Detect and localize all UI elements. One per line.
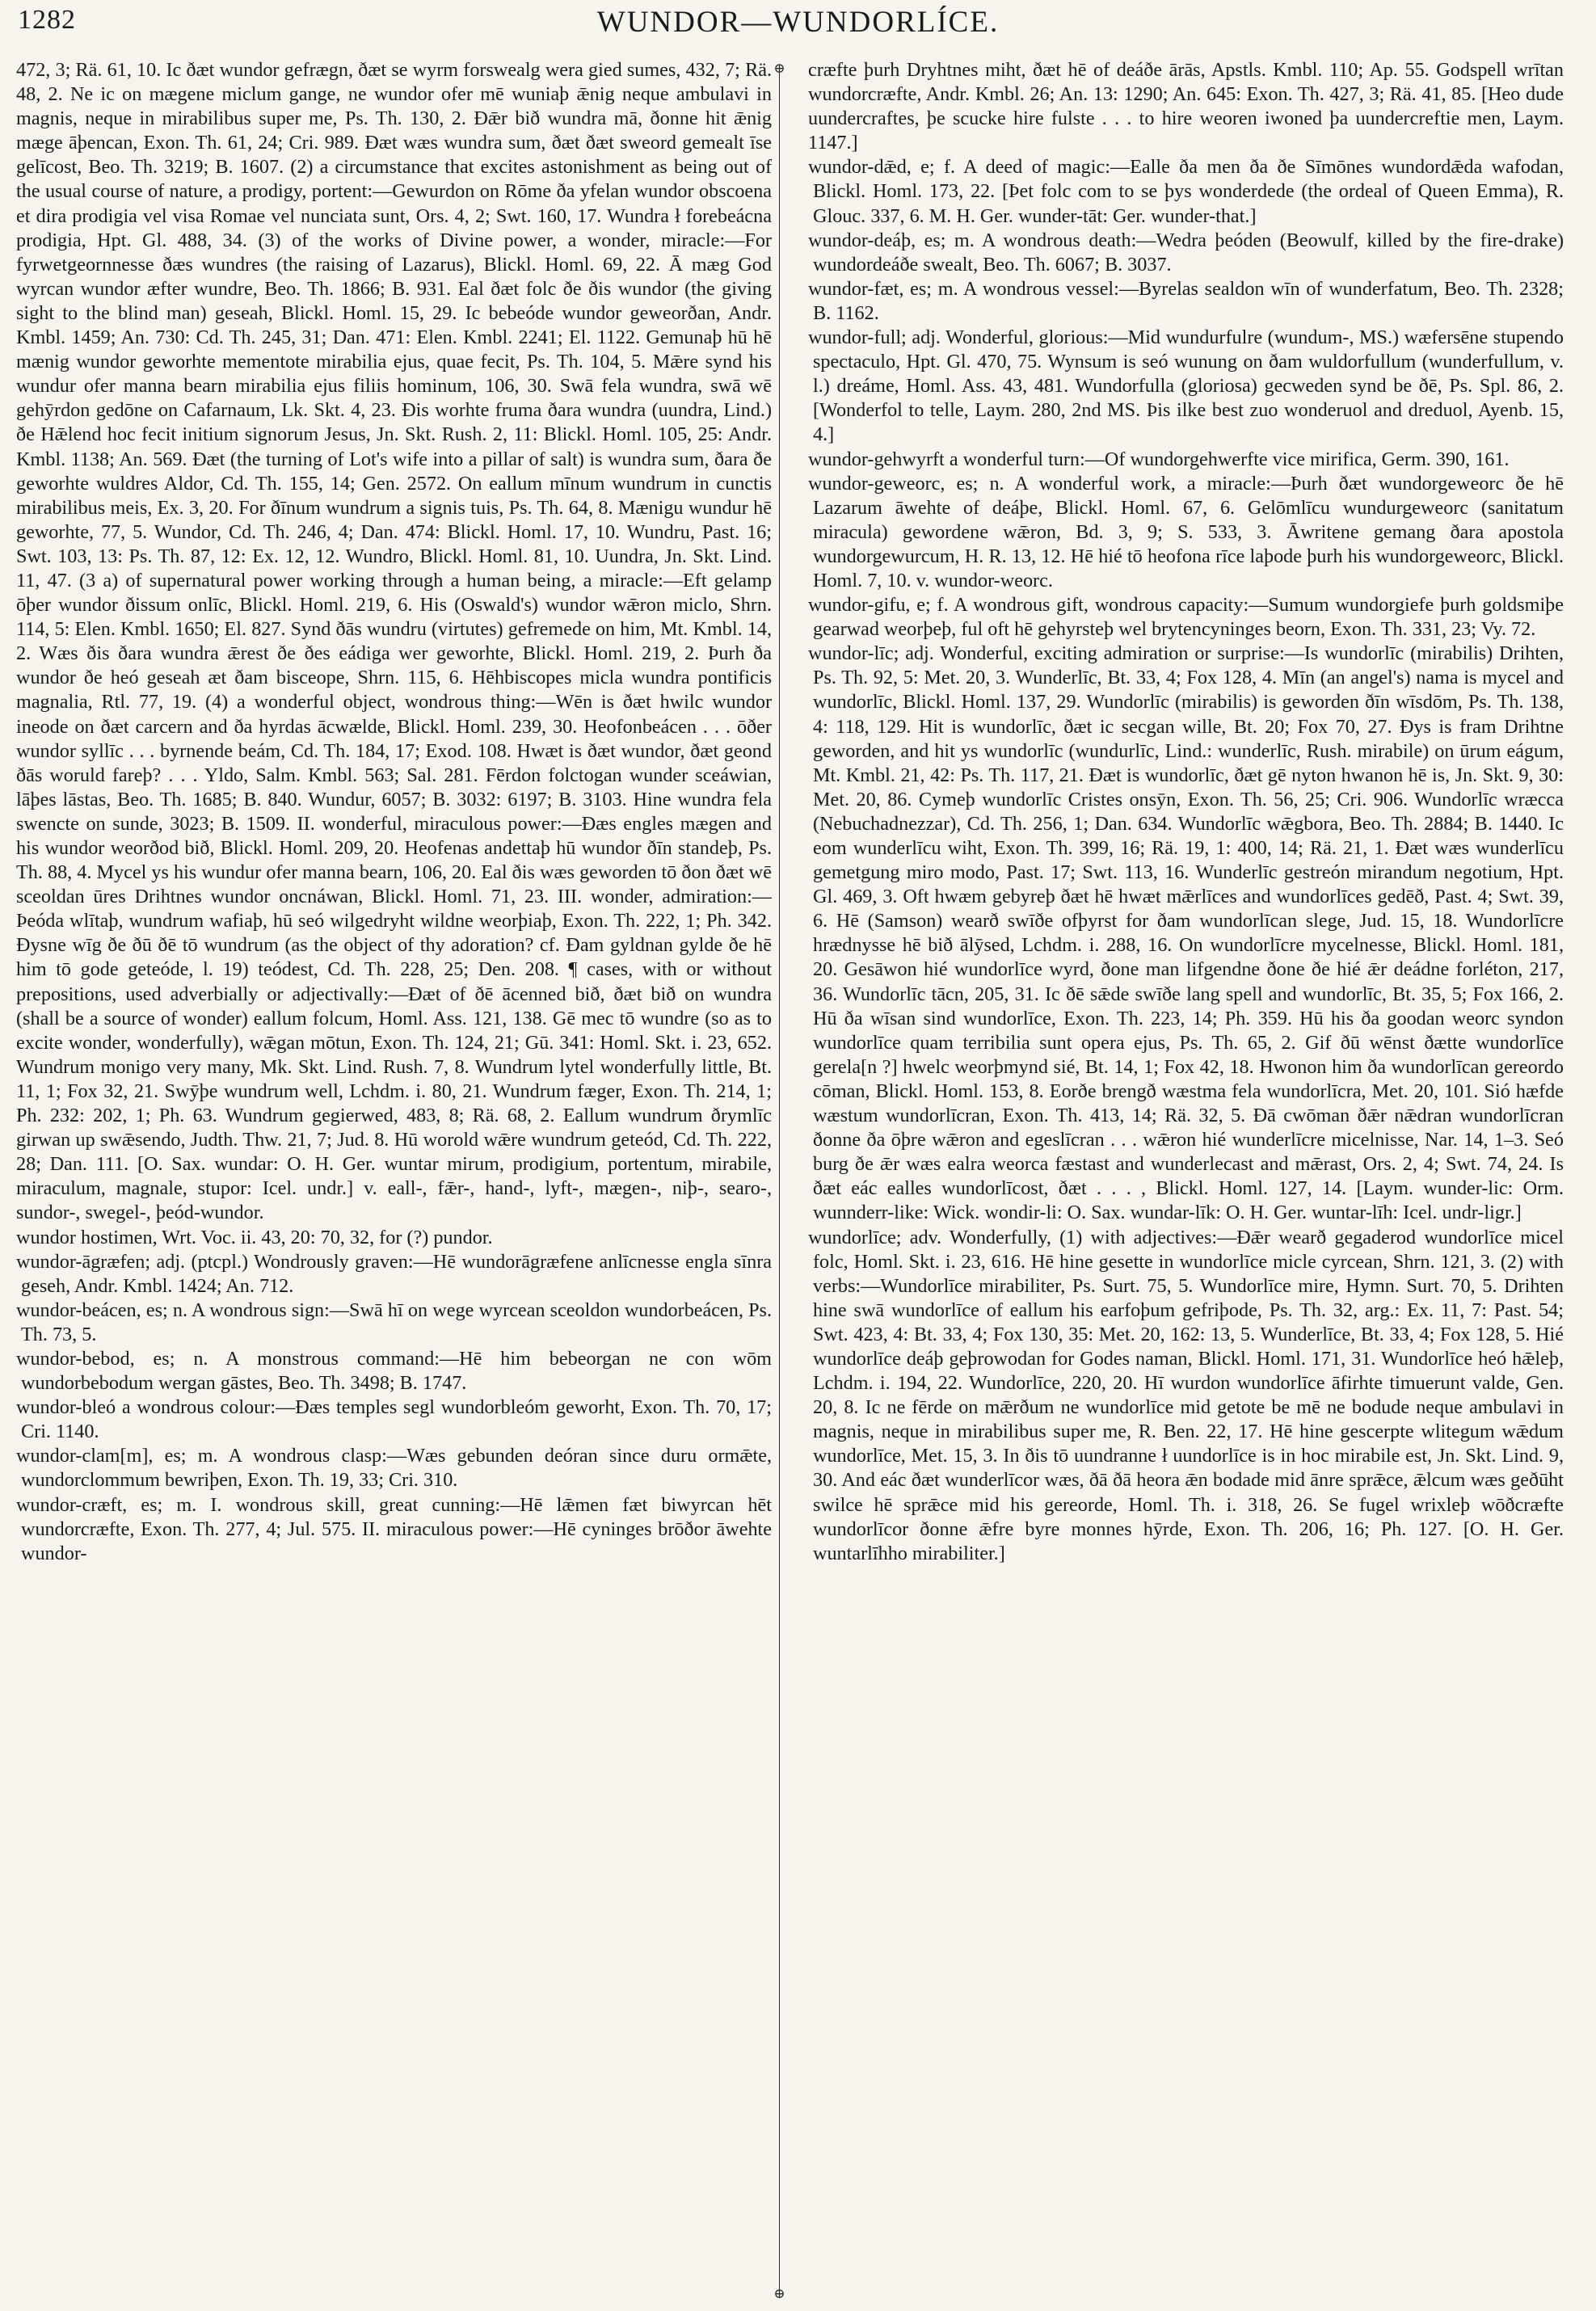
running-head: WUNDOR—WUNDORLÍCE. <box>596 6 1000 39</box>
entry-wundor-bebod: wundor-bebod, es; n. A monstrous command:—Hē him bebeorgan ne con wōm wundorbebodum wergan gāstes, Beo. Th. 3498; B. 1747. <box>16 1347 772 1395</box>
divider-top-ornament: ⊕ <box>773 61 785 76</box>
left-column <box>16 58 772 2272</box>
divider-bottom-ornament: ⊕ <box>773 2286 785 2301</box>
entry-wundor-death: wundor-deáþ, es; m. A wondrous death:—Wedra þeóden (Beowulf, killed by the fire-drake) wundordeáðe swealt, Beo. Th. 6067; B. 3037. <box>808 229 1564 276</box>
entry-wundor-clamm: wundor-clam[m], es; m. A wondrous clasp:—Wæs gebunden deóran since duru ormǣte, wundorclommum bewriþen, Exon. Th. 19, 33; Cri. 310. <box>16 1445 772 1492</box>
entry-wundor-beacen: wundor-beácen, es; n. A wondrous sign:—Swā hī on wege wyrcean sceoldon wundorbeácen, Ps. Th. 73, 5. <box>16 1299 772 1345</box>
entry-wundor-continued: 472, 3; Rä. 61, 10. Ic ðæt wundor gefrægn, ðæt se wyrm forswealg wera gied sumes, 432, 7; Rä. 48, 2. Ne ic on mægene miclum gange, ne wundor ofer mē wuniaþ ǣnig neque ambulavi in magnis, neque in mirabilibus super me, Ps. Th. 130, 2. Ðǣr bið wundra mā, ðonne hit ǣnig mæge āþencan, Exon. Th. 61, 24; Cri. 989. Ðæt wæs wundra sum, ðæt ðæt sweord gemealt īse gelīcost, Beo. Th. 3219; B. 1607. (2) a circumstance that excites astonishment as being out of the usual course of nature, a prodigy, portent:—Gewurdon on Rōme ða yfelan wundor obscoena et dira prodigia vel visa Romae vel nunciata sunt, Ors. 4, 2; Swt. 160, 17. Wundra ł forebeácna prodigia, Hpt. Gl. 488, 34. (3) of the works of Divine power, a wonder, miracle:—For fyrwetgeornnesse ðæs wundres (the raising of Lazarus), Blickl. Homl. 69, 22. Ā mæg God wyrcan wundor æfter wundre, Beo. Th. 1866; B. 931. Eal ðæt folc ðe ðis wundor (the giving sight to the blind man) geseah, Blickl. Homl. 15, 29. Ic bebeóde wundor geweorðan, Andr. Kmbl. 1459; An. 730: Cd. Th. 245, 31; Dan. 471: Elen. Kmbl. 2241; El. 1122. Gemunaþ hū hē mænig wundor geworhte mementote mirabilia ejus, quae fecit, Ps. Th. 104, 5. Mǣre synd his wundur ofer manna bearn mirabilia ejus filiis hominum, 106, 30. Swā fela wundra, swā wē gehȳrdon gedōne on Cafarnaum, Lk. Skt. 4, 23. Ðis worhte fruma ðara wundra (uundra, Lind.) ðe Hǣlend hoc fecit initium signorum Jesus, Jn. Skt. Rush. 2, 11: Blickl. Homl. 105, 25: Andr. Kmbl. 1138; An. 569. Ðæt (the turning of Lot's wife into a pillar of salt) is wundra sum, ðara ðe geworhte wuldres Aldor, Cd. Th. 155, 14; Gen. 2572. On eallum mīnum wundrum in cunctis mirabilibus meis, Ex. 3, 20. For ðīnum wundrum a signis tuis, Ps. Th. 64, 8. Mænigu wundur hē geworhte, 77, 5. Wundor, Cd. Th. 246, 4; Dan. 474: Blickl. Homl. 17, 10. Wundru, Past. 16; Swt. 103, 13: Ps. Th. 87, 12: Ex. 12, 12. Wundro, Blickl. Homl. 81, 10. Uundra, Jn. Skt. Lind. 11, 47. (3 a) of supernatural power working through a human being, a miracle:—Eft gelamp ōþer wundor ðissum onlīc, Blickl. Homl. 219, 6. His (Oswald's) wundor wǣron miclo, Shrn. 114, 5: Elen. Kmbl. 1650; El. 827. Synd ðās wundru (virtutes) gefremede on him, Mt. Kmbl. 14, 2. Wæs ðis ðara wundra ǣrest ðe ðes eádiga wer geworhte, Blickl. Homl. 219, 2. Þurh ða wundor ðe heó geseah æt ðam bisceope, Shrn. 115, 6. Hēhbiscopes micla wundra pontificis magnalia, Rtl. 77, 19. (4) a wonderful object, wondrous thing:—Wēn is ðæt hwilc wundor ineode on ðæt carcern and ða hyrdas ācwælde, Blickl. Homl. 239, 30. Heofonbeácen . . . ōðer wundor syllīc . . . byrnende beám, Cd. Th. 184, 17; Exod. 108. Hwæt is ðæt wundor, ðæt geond ðās woruld fareþ? . . . Yldo, Salm. Kmbl. 563; Sal. 281. Fērdon folctogan wunder sceáwian, lāþes lāstas, Beo. Th. 1685; B. 840. Wundur, 6057; B. 3032: 6197; B. 3103. Hine wundra fela swencte on sunde, 3023; B. 1509. II. wonderful, miraculous power:—Ðæs engles mægen and his wundor weorðod bið, Blickl. Homl. 209, 20. Heofenas andettaþ hū wundor ðīn standeþ, Ps. Th. 88, 4. Mycel ys his wundur ofer manna bearn, 106, 20. Eal ðis wæs geworden tō ðon ðæt wē sceoldan ūres Drihtnes wundor oncnáwan, Blickl. Homl. 71, 23. III. wonder, admiration:—Þeóda wlītaþ, wundrum wafiaþ, hū seó wilgedryht wildne weorþiaþ, Exon. Th. 222, 1; Ph. 342. Ðysne wīg ðe ðū ðē tō wundrum (as the object of thy adoration? cf. Ðam gyldnan gylde ðe hē him tō gode geteóde, l. 19) teódest, Cd. Th. 228, 25; Den. 208. ¶ cases, with or without prepositions, used adverbially or adjectivally:—Ðæt of ðē ācenned bið, ðæt bið on wundra (shall be a source of wonder) eallum folcum, Homl. Ass. 121, 138. Gē mec tō wundre (so as to excite wonder, wonderfully), wǣgan mōtun, Exon. Th. 124, 21; Gū. 341: Homl. Skt. i. 23, 652. Wundrum monigo very many, Mk. Skt. Lind. Rush. 7, 8. Wundrum lytel wonderfully little, Bt. 11, 1; Fox 32, 21. Swȳþe wundrum well, Lchdm. i. 80, 21. Wundrum fæger, Exon. Th. 214, 1; Ph. 232: 202, 1; Ph. 63. Wundrum gegierwed, 483, 8; Rä. 68, 2. Eallum wundrum ðrymlīc girwan up swǣsendo, Judth. Thw. 21, 7; Jud. 8. Hū worold wǣre wundrum geteód, Cd. Th. 222, 28; Dan. 111. [O. Sax. wundar: O. H. Ger. wuntar mirum, prodigium, portentum, mirabile, miraculum, magnale, stupor: Icel. undr.] v. eall-, fǣr-, hand-, lyft-, mægen-, niþ-, searo-, sundor-, swegel-, þeód-wundor. <box>16 59 772 1224</box>
entry-wundor-craeft-continued: cræfte þurh Dryhtnes miht, ðæt hē of deáðe ārās, Apstls. Kmbl. 110; Ap. 55. Godspell wrītan wundorcræfte, Andr. Kmbl. 26; An. 13: 1290; An. 645: Exon. Th. 427, 3; Rä. 41, 85. [Heo dude uundercraftes, þe scucke hire fulste . . . to hire weoren iwoned þa uundercreftie men, Laym. 1147.] <box>808 59 1564 154</box>
page-header <box>0 0 1596 58</box>
column-divider <box>779 66 780 2290</box>
entry-wundor-daed: wundor-dǣd, e; f. A deed of magic:—Ealle ða men ða ðe Sīmōnes wundordǣda wafodan, Blickl. Homl. 173, 22. [Þet folc com to se þys wonderdede (the ordeal of Queen Emma), R. Glouc. 337, 6. M. H. Ger. wunder-tāt: Ger. wunder-that.] <box>808 156 1564 227</box>
page-number: 1282 <box>18 5 76 35</box>
entry-wundor-geweorc: wundor-geweorc, es; n. A wonderful work, a miracle:—Þurh ðæt wundorgeweorc ðe hē Lazarum āwehte of deáþe, Blickl. Homl. 67, 6. Gelōmlīcu wundurgeweorc (sanitatum miracula) gewordene wǣron, Bd. 3, 9; S. 533, 3. Āwritene gemang ðara apostola wundorgewurcum, H. R. 13, 12. Hē hié tō heofona rīce laþode þurh his wundorgeweorc, Blickl. Homl. 7, 10. v. wundor-weorc. <box>808 472 1564 591</box>
right-column <box>808 58 1564 2272</box>
entry-wundor-full: wundor-full; adj. Wonderful, glorious:—Mid wundurfulre (wundum-, MS.) wæfersēne stupendo spectaculo, Hpt. Gl. 470, 75. Wynsum is seó wunung on ðam wuldorfullum (wunderfullum, v. l.) dreáme, Homl. Ass. 43, 481. Wundorfulla (gloriosa) gecweden synd be ðē, Ps. Spl. 86, 2. [Wonderfol to telle, Laym. 280, 2nd MS. Þis ilke best zuo wonderuol and dreduol, Ayenb. 15, 4.] <box>808 326 1564 446</box>
entry-wundor-lic: wundor-līc; adj. Wonderful, exciting admiration or surprise:—Is wundorlīc (mirabilis) Drihten, Ps. Th. 92, 5: Met. 20, 3. Wunderlīc, Bt. 33, 4; Fox 128, 4. Mīn (an angel's) nama is mycel and wundorlīc, Blickl. Homl. 137, 29. Wundorlīc (mirabilis) is geworden ðīn wīsdōm, Ps. Th. 138, 4: 118, 129. Hit is wundorlīc, ðæt ic secgan wille, Bt. 20; Fox 70, 27. Ðys is fram Drihtne geworden, and hit ys wundorlīc (wundurlīc, Lind.: wunderlīc, Rush. mirabile) on ūrum eágum, Mt. Kmbl. 21, 42: Ps. Th. 117, 21. Ðæt is wundorlīc, ðæt gē nyton hwanon hē is, Jn. Skt. 9, 30: Met. 20, 86. Cymeþ wundorlīc Cristes onsȳn, Exon. Th. 56, 25; Cri. 906. Wundorlīc wræcca (Nebuchadnezzar), Cd. Th. 256, 1; Dan. 634. Wundorlīc wǣgbora, Beo. Th. 2884; B. 1440. Ic eom wunderlīcu wiht, Exon. Th. 399, 16; Rä. 19, 1: 400, 14; Rä. 21, 1. Ðæt wæs wunderlīcu gemetgung miro modo, Past. 17; Swt. 113, 16. Wunderlīc gestreón mirandum negotium, Hpt. Gl. 469, 3. Oft hwæm gebyreþ ðæt hē hwæt mǣrlīces and wundorlīces gedēð, Past. 4; Swt. 39, 6. Hē (Samson) wearð swīðe ofþyrst for ðam wundorlīcan slege, Jud. 15, 18. Wundorlīcre hrædnysse hē bið ālȳsed, Lchdm. i. 288, 16. On wundorlīcre mycelnesse, Blickl. Homl. 181, 20. Gesāwon hié wundorlīce wyrd, ðone man lifgendne ðone ðe hié ǣr deádne forléton, 217, 36. Wundorlīc tācn, 205, 31. Ic ðē sǣde swīðe lang spell and wundorlīc, Bt. 35, 5; Fox 166, 2. Hū ða wīsan sind wundorlīce, Exon. Th. 223, 14; Ph. 359. Hū his ða goodan weorc syndon wundorlīce quam terribilia sunt opera ejus, Ps. Th. 65, 2. Gif ðū wēnst ðætte wundorlīce gerela[n ?] hwelc weorþmynd sié, Bt. 14, 1; Fox 42, 18. Hwonon him ða wundorlīcan gereordo cōman, Blickl. Homl. 153, 8. Eorðe brengð wæstma fela wundorlīcra, Met. 20, 101. Sió hæfde wæstum wundorlīcran, Exon. Th. 413, 14; Rä. 32, 5. Ðā cwōman ðǣr nǣdran wundorlīcran ðonne ða ōþre wǣron and egeslīcran . . . wǣron hié wunderlīcre micelnisse, Nar. 14, 1–3. Seó burg ðe ǣr wæs ealra weorca fæstast and wunderlecast and mǣrast, Ors. 2, 4; Swt. 74, 24. Is ðæt eác ealles wundorlīcost, ðæt . . . , Blickl. Homl. 127, 14. [Laym. wunder-lic: Orm. wunnderr-like: Wick. wondir-li: O. Sax. wundar-līk: O. H. Ger. wuntar-līh: Icel. undr-ligr.] <box>808 642 1564 1224</box>
entry-wundor-agraefen: wundor-āgræfen; adj. (ptcpl.) Wondrously graven:—Hē wundorāgræfene anlīcnesse engla sīnra geseh, Andr. Kmbl. 1424; An. 712. <box>16 1250 772 1297</box>
entry-wundor-bleo: wundor-bleó a wondrous colour:—Ðæs temples segl wundorbleóm geworht, Exon. Th. 70, 17; Cri. 1140. <box>16 1396 772 1443</box>
entry-wundor-hostimen: wundor hostimen, Wrt. Voc. ii. 43, 20: 70, 32, for (?) pundor. <box>16 1226 493 1248</box>
entry-wundor-faet: wundor-fæt, es; m. A wondrous vessel:—Byrelas sealdon wīn of wunderfatum, Beo. Th. 2328; B. 1162. <box>808 277 1564 324</box>
entry-wundorlice: wundorlīce; adv. Wonderfully, (1) with adjectives:—Ðǣr wearð gegaderod wundorlīce micel folc, Homl. Skt. i. 23, 616. Hē hine gesette in wundorlīce micle cyrcean, Shrn. 121, 3. (2) with verbs:—Wundorlīce mirabiliter, Ps. Surt. 75, 5. Wundorlīce mire, Hymn. Surt. 70, 5. Drihten hine swā wundorlīce of eallum his earfoþum gefriþode, Ps. Th. 32, arg.: Ex. 11, 7: Past. 54; Swt. 423, 4: Bt. 33, 4; Fox 130, 35: Met. 20, 162: 13, 5. Wunderlīce, Bt. 33, 4; Fox 128, 5. Hié wundorlīce deáþ geþrowodan for Godes naman, Blickl. Homl. 171, 31. Wundorlīce heó hǣleþ, Lchdm. i. 194, 22. Wundorlīce, 220, 20. Hī wurdon wundorlīce āfirhte timuerunt valde, Gen. 20, 8. Ic ne fērde on mǣrðum ne wundorlīce mid getote be mē ne bodude neque ambulavi in magnis, neque in mirabilibus super me, R. Ben. 22, 17. Hē hine gescerpte wlitegum wǣdum wundorlīce, Met. 15, 3. In ðis tō uundranne ł uundorlīce is in hoc mirabile est, Jn. Skt. Lind. 9, 30. And eác ðæt wunderlīcor wæs, ðā ðā heora ǣn bodade mid ānre sprǣce, ǣlcum wæs geðūht swilce hē sprǣce mid his gereorde, Homl. Th. i. 318, 26. Se fugel wrixleþ wōðcræfte wundorlīcor ðonne ǣfre byre monnes hȳrde, Exon. Th. 206, 16; Ph. 127. [O. H. Ger. wuntarlīhho mirabiliter.] <box>808 1226 1564 1564</box>
entry-wundor-craeft: wundor-cræft, es; m. I. wondrous skill, great cunning:—Hē lǣmen fæt biwyrcan hēt wundorcræfte, Exon. Th. 277, 4; Jul. 575. II. miraculous power:—Hē cyninges brōðor āwehte wundor- <box>16 1493 772 1564</box>
entry-wundor-gifu: wundor-gifu, e; f. A wondrous gift, wondrous capacity:—Sumum wundorgiefe þurh goldsmiþe gearwad weorþeþ, ful oft hē gehyrsteþ wel brytencyninges beorn, Exon. Th. 331, 23; Vy. 72. <box>808 594 1564 641</box>
entry-wundor-gehwyrft: wundor-gehwyrft a wonderful turn:—Of wundorgehwerfte vice mirifica, Germ. 390, 161. <box>808 448 1510 470</box>
